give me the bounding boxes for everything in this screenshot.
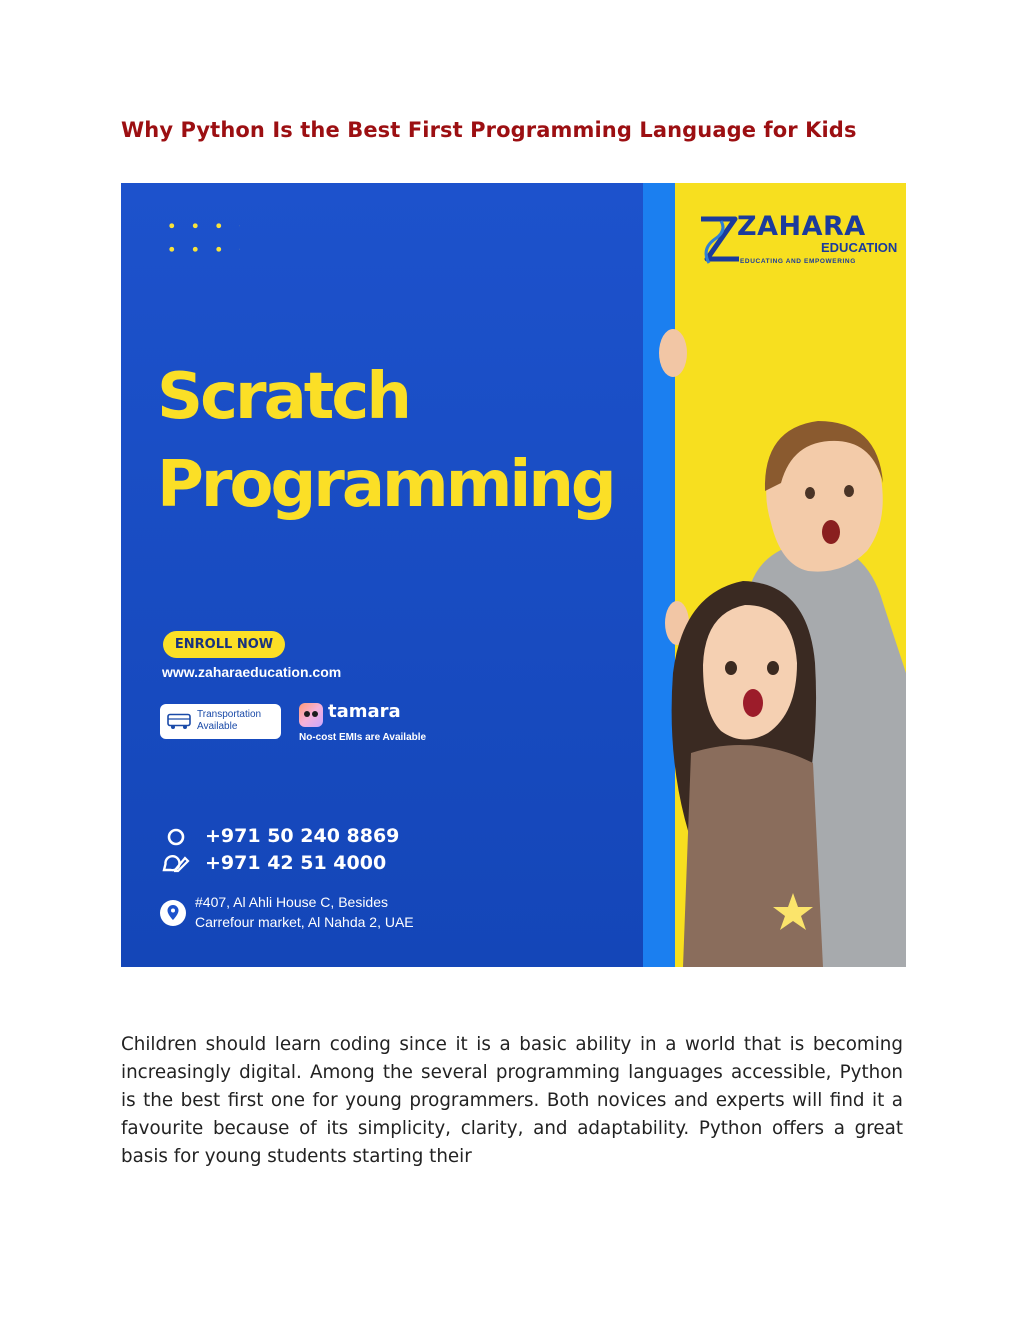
whatsapp-icon bbox=[161, 853, 191, 873]
page-title: Why Python Is the Best First Programming Language for Kids bbox=[121, 118, 857, 142]
transport-badge bbox=[160, 704, 281, 739]
bus-icon bbox=[167, 713, 191, 730]
tamara-brand-label: tamara bbox=[328, 701, 401, 722]
tamara-logo-icon bbox=[299, 703, 323, 727]
phone-number-2[interactable]: +971 42 51 4000 bbox=[205, 852, 387, 874]
transport-label: Transportation Available bbox=[197, 709, 262, 732]
enroll-now-button[interactable]: ENROLL NOW bbox=[163, 631, 285, 658]
zahara-logo-name: ZAHARA bbox=[737, 211, 866, 242]
kids-photo bbox=[643, 313, 906, 967]
body-paragraph: Children should learn coding since it is a basic ability in a world that is becoming increasingly digital. Among the several programming languages accessible, Python is the best first one for young programmers. Both novices and experts will find it a favourite because of its simplicity, clarity, and adaptability. Python offers a great basis for young students starting their bbox=[121, 1034, 903, 1168]
phone-number-1[interactable]: +971 50 240 8869 bbox=[205, 825, 400, 847]
phone-icon bbox=[167, 828, 185, 846]
address-block bbox=[195, 892, 414, 932]
banner-headline-line2: Programming bbox=[157, 448, 614, 522]
banner-blue-panel bbox=[121, 183, 643, 967]
zahara-logo-tagline: EDUCATING AND EMPOWERING bbox=[740, 258, 856, 265]
location-pin-icon bbox=[159, 899, 187, 927]
zahara-logo-mark bbox=[695, 211, 743, 269]
tamara-emi-note: No-cost EMIs are Available bbox=[299, 732, 427, 743]
address-line-2: Carrefour market, Al Nahda 2, UAE bbox=[195, 914, 414, 930]
banner-headline-line1: Scratch bbox=[157, 360, 409, 434]
decorative-dot-grid bbox=[160, 214, 240, 266]
promo-banner bbox=[121, 183, 906, 967]
zahara-logo-education: EDUCATION bbox=[821, 240, 898, 255]
address-line-1: #407, Al Ahli House C, Besides bbox=[195, 894, 389, 910]
website-link[interactable]: www.zaharaeducation.com bbox=[162, 664, 342, 680]
